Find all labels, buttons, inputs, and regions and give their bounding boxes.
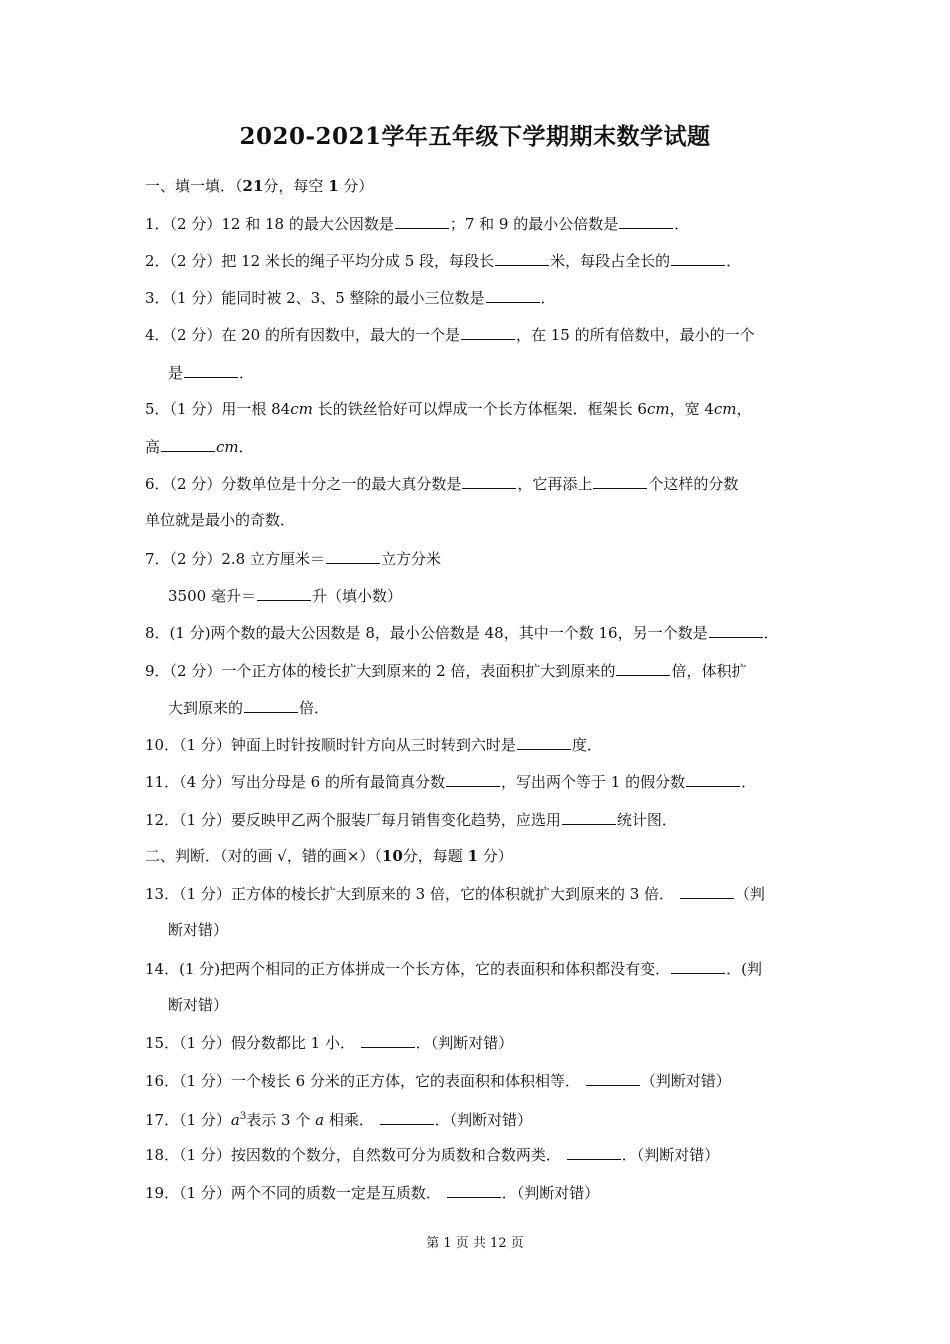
answer-blank[interactable] xyxy=(395,213,449,229)
question-16: 16．（1 分）一个棱长 6 分米的正方体，它的表面积和体积相等． （判断对错） xyxy=(145,1072,731,1090)
question-15: 15．（1 分）假分数都比 1 小． ．（判断对错） xyxy=(145,1034,514,1052)
question-4: 4．（2 分）在 20 的所有因数中，最大的一个是 ，在 15 的所有倍数中，最小的一个 xyxy=(145,326,755,344)
answer-blank[interactable] xyxy=(616,660,670,676)
question-7: 7．（2 分）2.8 立方厘米＝ 立方分米 xyxy=(145,550,441,568)
question-8: 8．(1 分)两个数的最大公因数是 8，最小公倍数是 48，其中一个数 16，另一个数是 ． xyxy=(145,624,779,642)
answer-blank[interactable] xyxy=(447,1182,501,1198)
question-6: 6．（2 分）分数单位是十分之一的最大真分数是 ，它再添上 个这样的分数 xyxy=(145,475,739,493)
question-9: 9．（2 分）一个正方体的棱长扩大到原来的 2 倍，表面积扩大到原来的 倍，体积扩 xyxy=(145,662,747,680)
answer-blank[interactable] xyxy=(380,1109,434,1125)
question-17: 17．（1 分）$a^3$表示 3 个 a 相乘． ．（判断对错） xyxy=(145,1111,533,1129)
question-14: 14．(1 分)把两个相同的正方体拼成一个长方体，它的表面积和体积都没有变． ．(判 xyxy=(145,960,762,978)
answer-blank[interactable] xyxy=(686,771,740,787)
answer-blank[interactable] xyxy=(680,883,734,899)
answer-blank[interactable] xyxy=(586,1070,640,1086)
question-6-continued: 单位就是最小的奇数． xyxy=(145,511,296,529)
answer-blank[interactable] xyxy=(257,585,311,601)
answer-blank[interactable] xyxy=(326,548,380,564)
question-3: 3．（1 分）能同时被 2、3、5 整除的最小三位数是 ． xyxy=(145,289,556,307)
answer-blank[interactable] xyxy=(671,250,725,266)
question-13-continued: 断对错） xyxy=(168,921,229,939)
question-18: 18．（1 分）按因数的个数分，自然数可分为质数和合数两类． ．（判断对错） xyxy=(145,1146,720,1164)
answer-blank[interactable] xyxy=(446,771,500,787)
question-5-continued: 高 cm． xyxy=(145,438,254,456)
answer-blank[interactable] xyxy=(495,250,549,266)
question-13: 13．（1 分）正方体的棱长扩大到原来的 3 倍，它的体积就扩大到原来的 3 倍． （判 xyxy=(145,885,765,903)
question-2: 2．（2 分）把 12 米长的绳子平均分成 5 段，每段长 米，每段占全长的 ． xyxy=(145,252,742,270)
question-9-continued: 大到原来的 倍． xyxy=(168,699,330,717)
answer-blank[interactable] xyxy=(361,1032,415,1048)
question-11: 11．（4 分）写出分母是 6 的所有最简真分数 ，写出两个等于 1 的假分数 ． xyxy=(145,773,757,791)
answer-blank[interactable] xyxy=(709,622,763,638)
answer-blank[interactable] xyxy=(184,362,238,378)
answer-blank[interactable] xyxy=(567,1144,621,1160)
page-title: 2020-2021学年五年级下学期期末数学试题 xyxy=(239,123,711,150)
answer-blank[interactable] xyxy=(671,958,725,974)
question-4-continued: 是 ． xyxy=(168,364,255,382)
question-14-continued: 断对错） xyxy=(168,996,229,1014)
page-footer: 第 1 页 共 12 页 xyxy=(426,1236,524,1251)
section-heading: 二、判断．（对的画 √，错的画×）（10分，每题 1 分） xyxy=(145,847,513,865)
answer-blank[interactable] xyxy=(619,213,673,229)
answer-blank[interactable] xyxy=(244,697,298,713)
question-7-continued: 3500 毫升＝ 升（填小数） xyxy=(168,587,402,605)
answer-blank[interactable] xyxy=(562,809,616,825)
answer-blank[interactable] xyxy=(161,436,215,452)
answer-blank[interactable] xyxy=(593,473,647,489)
answer-blank[interactable] xyxy=(486,287,540,303)
answer-blank[interactable] xyxy=(517,734,571,750)
question-10: 10．（1 分）钟面上时针按顺时针方向从三时转到六时是 度． xyxy=(145,736,602,754)
question-5: 5．（1 分）用一根 84cm 长的铁丝恰好可以焊成一个长方体框架．框架长 6cm，宽 4cm， xyxy=(145,400,752,418)
question-19: 19．（1 分）两个不同的质数一定是互质数． ．（判断对错） xyxy=(145,1184,600,1202)
answer-blank[interactable] xyxy=(462,473,516,489)
answer-blank[interactable] xyxy=(461,324,515,340)
question-12: 12．（1 分）要反映甲乙两个服装厂每月销售变化趋势，应选用 统计图． xyxy=(145,811,677,829)
question-1: 1．（2 分）12 和 18 的最大公因数是 ；7 和 9 的最小公倍数是 ． xyxy=(145,215,690,233)
section-heading: 一、填一填．（21分，每空 1 分） xyxy=(145,177,374,195)
